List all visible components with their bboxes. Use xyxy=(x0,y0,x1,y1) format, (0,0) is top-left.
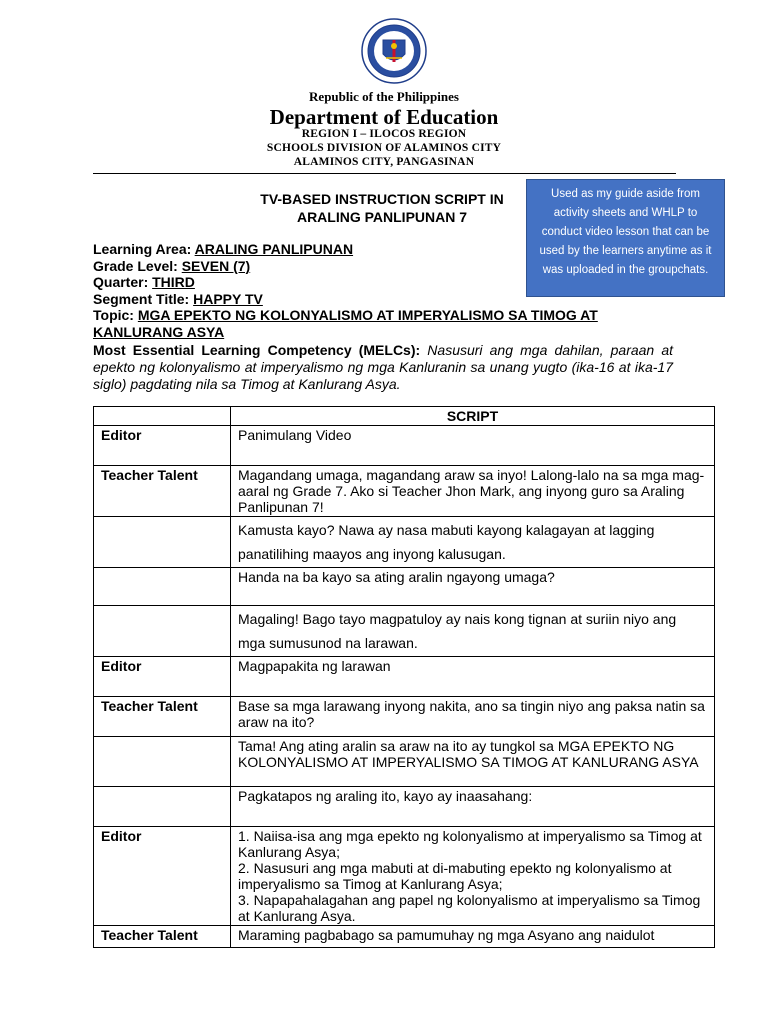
grade-level-value: SEVEN (7) xyxy=(181,258,251,274)
header-divider xyxy=(93,173,676,174)
script-line: Pagkatapos ng araling ito, kayo ay inaasahang: xyxy=(238,788,533,804)
quarter-label: Quarter: xyxy=(93,274,149,290)
role-cell xyxy=(94,737,231,787)
script-line: Handa na ba kayo sa ating aralin ngayong umaga? xyxy=(238,569,555,585)
script-cell xyxy=(231,606,715,657)
table-row xyxy=(94,466,715,517)
role-cell: Editor xyxy=(94,657,231,697)
script-table xyxy=(93,406,715,948)
table-row xyxy=(94,606,715,657)
role-cell: Teacher Talent xyxy=(94,697,231,737)
quarter xyxy=(93,274,195,290)
script-header-cell: SCRIPT xyxy=(231,407,715,426)
script-title-line2: ARALING PANLIPUNAN 7 xyxy=(296,209,468,225)
melc-paragraph xyxy=(93,342,673,393)
topic-label: Topic: xyxy=(93,307,134,323)
script-line: 3. Napapahalagahan ang papel ng kolonyalismo at imperyalismo sa Timog at Kanlurang Asya. xyxy=(238,892,701,924)
republic-line: Republic of the Philippines xyxy=(309,89,459,104)
melc-label: Most Essential Learning Competency (MELCs): xyxy=(93,342,421,358)
script-line: Maraming pagbabago sa pamumuhay ng mga Asyano ang naidulot xyxy=(238,927,655,943)
learning-area-label: Learning Area: xyxy=(93,241,192,257)
role-cell: Editor xyxy=(94,827,231,926)
script-header-row xyxy=(94,407,715,426)
department-title: Department of Education xyxy=(269,105,499,129)
script-cell xyxy=(231,657,715,697)
role-cell xyxy=(94,606,231,657)
role-cell: Teacher Talent xyxy=(94,926,231,948)
script-line: Magaling! Bago tayo magpatuloy ay nais kong tignan at suriin niyo ang mga sumusunod na larawan. xyxy=(238,611,677,651)
region-line: REGION I – ILOCOS REGION xyxy=(301,128,467,140)
learning-area-value: ARALING PANLIPUNAN xyxy=(194,241,354,257)
script-line: Panimulang Video xyxy=(238,427,352,443)
deped-seal-icon xyxy=(361,18,427,84)
script-line: Magandang umaga, magandang araw sa inyo! Lalong-lalo na sa mga mag-aaral ng Grade 7. Ako si Teacher Jhon Mark, ang inyong guro sa Araling Panlipunan 7! xyxy=(238,467,705,515)
script-cell xyxy=(231,697,715,737)
table-row xyxy=(94,517,715,568)
quarter-value: THIRD xyxy=(152,274,195,290)
script-cell xyxy=(231,827,715,926)
script-line: 1. Naiisa-isa ang mga epekto ng kolonyalismo at imperyalismo sa Timog at Kanlurang Asya; xyxy=(238,828,702,860)
script-cell xyxy=(231,466,715,517)
table-row xyxy=(94,426,715,466)
topic-continued xyxy=(93,324,224,340)
role-cell: Editor xyxy=(94,426,231,466)
segment-title-value: HAPPY TV xyxy=(193,291,263,307)
learning-area xyxy=(93,241,353,257)
grade-level xyxy=(93,258,250,274)
division-line: SCHOOLS DIVISION OF ALAMINOS CITY xyxy=(266,142,502,154)
script-line: Magpapakita ng larawan xyxy=(238,658,391,674)
topic xyxy=(93,307,683,323)
topic-value-1: MGA EPEKTO NG KOLONYALISMO AT IMPERYALISMO SA TIMOG AT xyxy=(137,307,598,323)
script-cell xyxy=(231,787,715,827)
script-line: Kamusta kayo? Nawa ay nasa mabuti kayong kalagayan at lagging panatilihing maayos ang inyong kalusugan. xyxy=(238,522,655,562)
table-row xyxy=(94,737,715,787)
role-header-cell xyxy=(94,407,231,426)
topic-value-2: KANLURANG ASYA xyxy=(93,324,225,340)
script-cell xyxy=(231,568,715,606)
script-cell xyxy=(231,737,715,787)
table-row xyxy=(94,827,715,926)
script-line: Base sa mga larawang inyong nakita, ano sa tingin niyo ang paksa natin sa araw na ito? xyxy=(238,698,705,730)
role-cell: Teacher Talent xyxy=(94,466,231,517)
role-cell xyxy=(94,787,231,827)
role-cell xyxy=(94,568,231,606)
table-row xyxy=(94,568,715,606)
script-line: 2. Nasusuri ang mga mabuti at di-mabuting epekto ng kolonyalismo at imperyalismo sa Timog at Kanlurang Asya; xyxy=(238,860,672,892)
script-cell xyxy=(231,517,715,568)
segment-title-label: Segment Title: xyxy=(93,291,190,307)
segment-title xyxy=(93,291,263,307)
grade-level-label: Grade Level: xyxy=(93,258,178,274)
note-box: Used as my guide aside from activity sheets and WHLP to conduct video lesson that can be used by the learners anytime as it was uploaded in the groupchats. xyxy=(526,179,725,297)
table-row xyxy=(94,657,715,697)
city-line: ALAMINOS CITY, PANGASINAN xyxy=(293,156,475,168)
melc-text: Nasusuri ang mga dahilan, paraan at epekto ng kolonyalismo at imperyalismo ng mga Kanluranin sa unang yugto (ika-16 at ika-17 siglo) pagdating nila sa Timog at Kanlurang Asya. xyxy=(93,342,674,392)
script-line: Tama! Ang ating aralin sa araw na ito ay tungkol sa MGA EPEKTO NG KOLONYALISMO AT IMPERYALISMO SA TIMOG AT KANLURANG ASYA xyxy=(238,738,699,770)
role-cell xyxy=(94,517,231,568)
table-row xyxy=(94,697,715,737)
table-row xyxy=(94,926,715,948)
script-cell xyxy=(231,926,715,948)
table-row xyxy=(94,787,715,827)
script-title-line1: TV-BASED INSTRUCTION SCRIPT IN xyxy=(260,191,504,207)
script-cell xyxy=(231,426,715,466)
